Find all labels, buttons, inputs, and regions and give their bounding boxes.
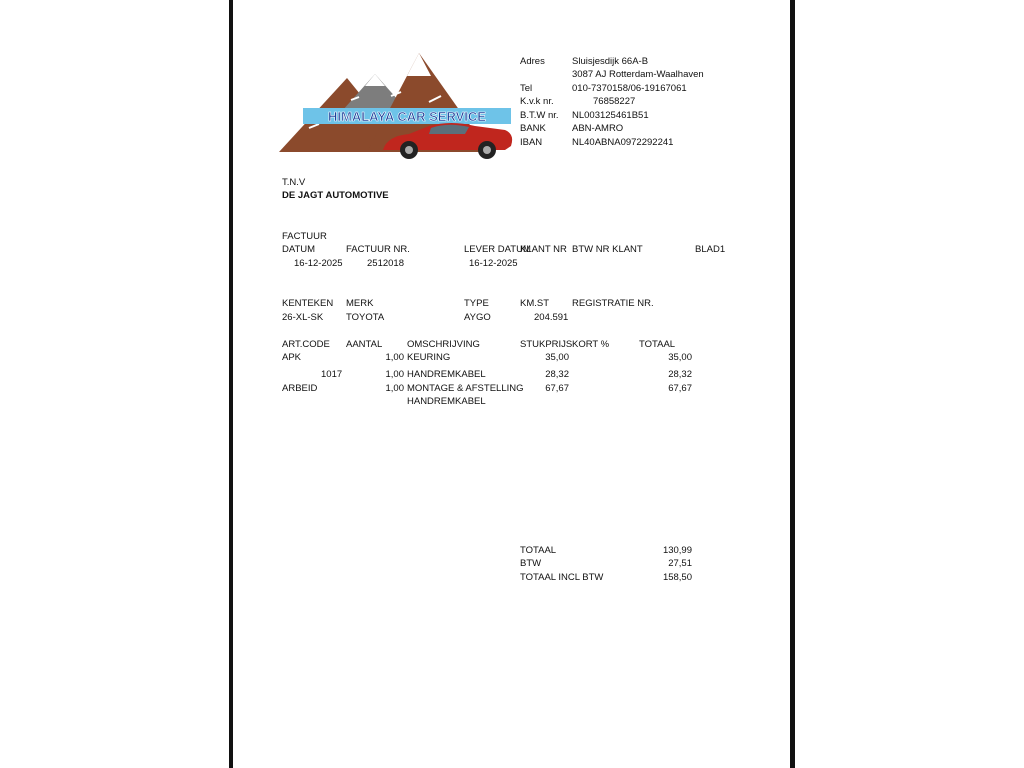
iban-value: NL40ABNA0972292241 — [572, 137, 674, 148]
col-header-price: STUKPRIJS — [520, 339, 573, 350]
row1-code: APK — [282, 352, 302, 363]
row3-desc: MONTAGE & AFSTELLING — [407, 383, 524, 394]
invoice-date: 16-12-2025 — [294, 258, 343, 269]
row3-desc-line2: HANDREMKABEL — [407, 396, 486, 407]
registration-label: REGISTRATIE NR. — [572, 298, 654, 309]
row1-qty: 1,00 — [385, 352, 404, 363]
bank-label: BANK — [520, 123, 546, 134]
row1-desc: KEURING — [407, 352, 451, 363]
company-logo — [279, 50, 515, 166]
col-header-discount: KORT % — [572, 339, 610, 350]
plate-value: 26-XL-SK — [282, 312, 324, 323]
km-value: 204.591 — [534, 312, 569, 323]
subtotal-value: 130,99 — [662, 545, 692, 556]
logo-snowcap-middle — [365, 74, 385, 86]
bank-value: ABN-AMRO — [572, 123, 624, 134]
delivery-date-label: LEVER DATUM — [464, 244, 531, 255]
kvk-value: 76858227 — [593, 96, 636, 107]
address-line1: Sluisjesdijk 66A-B — [572, 56, 649, 67]
type-value: AYGO — [464, 312, 491, 323]
customer-number-label: KLANT NR — [520, 244, 567, 255]
type-label: TYPE — [464, 298, 489, 309]
brand-label: MERK — [346, 298, 374, 309]
row2-price: 28,32 — [545, 369, 569, 380]
row2-qty: 1,00 — [385, 369, 404, 380]
date-label: DATUM — [282, 244, 316, 255]
row2-total: 28,32 — [668, 369, 692, 380]
grand-total-label: TOTAAL INCL BTW — [520, 572, 604, 583]
col-header-total: TOTAAL — [639, 339, 676, 350]
vat-label: BTW — [520, 558, 542, 569]
km-label: KM.ST — [520, 298, 550, 309]
invoice-number: 2512018 — [367, 258, 404, 269]
kvk-label: K.v.k nr. — [520, 96, 554, 107]
brand-value: TOYOTA — [346, 312, 385, 323]
row2-code: 1017 — [321, 369, 343, 380]
row3-qty: 1,00 — [385, 383, 404, 394]
grand-total-value: 158,50 — [662, 572, 692, 583]
invoice-title: FACTUUR — [282, 231, 327, 242]
row1-total: 35,00 — [668, 352, 692, 363]
invoice-number-label: FACTUUR NR. — [346, 244, 410, 255]
vat-value: 27,51 — [668, 558, 692, 569]
logo-text: HIMALAYA CAR SERVICE — [328, 109, 486, 124]
row3-price: 67,67 — [545, 383, 569, 394]
recipient-name: DE JAGT AUTOMOTIVE — [282, 190, 389, 201]
page-label: BLAD1 — [695, 244, 726, 255]
address-line2: 3087 AJ Rotterdam-Waalhaven — [572, 69, 704, 80]
row3-total: 67,67 — [668, 383, 692, 394]
customer-vat-label: BTW NR KLANT — [572, 244, 643, 255]
row1-price: 35,00 — [545, 352, 569, 363]
subtotal-label: TOTAAL — [520, 545, 557, 556]
address-label: Adres — [520, 56, 545, 67]
tel-value: 010-7370158/06-19167061 — [572, 83, 687, 94]
row2-desc: HANDREMKABEL — [407, 369, 486, 380]
tnv-label: T.N.V — [282, 177, 306, 188]
iban-label: IBAN — [520, 137, 543, 148]
logo-snowcap-right — [407, 53, 431, 76]
plate-label: KENTEKEN — [282, 298, 334, 309]
document-frame-right — [790, 0, 795, 768]
btw-value: NL003125461B51 — [572, 110, 649, 121]
col-header-desc: OMSCHRIJVING — [407, 339, 480, 350]
delivery-date: 16-12-2025 — [469, 258, 518, 269]
row3-code: ARBEID — [282, 383, 318, 394]
col-header-qty: AANTAL — [346, 339, 383, 350]
btw-label: B.T.W nr. — [520, 110, 559, 121]
col-header-code: ART.CODE — [282, 339, 330, 350]
tel-label: Tel — [520, 83, 533, 94]
